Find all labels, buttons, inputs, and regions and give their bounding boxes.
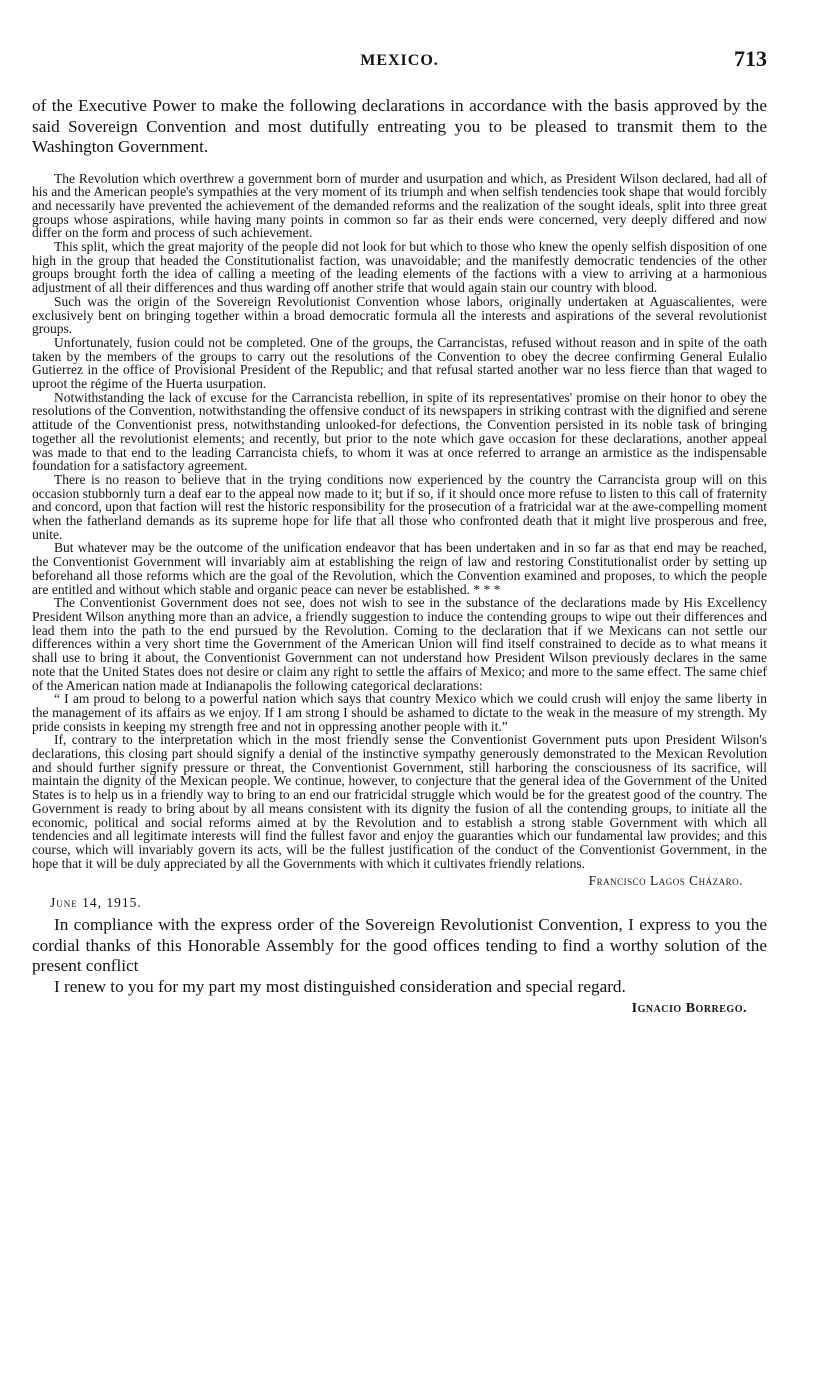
- letter-paragraph: Unfortunately, fusion could not be completed. One of the groups, the Carrancistas, refused without reason and in spite of the oath taken by the members of the groups to carry out the resolutions of the Convention to obey the decree confirming General Eulalio Gutierrez in the office of Provisional President of the Republic; and that refusal started another war no less fierce than that waged to uproot the régime of the Huerta usurpation.: [32, 334, 767, 392]
- letter-paragraph: This split, which the great majority of the people did not look for but which to those who knew the openly selfish disposition of one high in the group that headed the Constitutionalist faction, was unavoidable; and the manifestly democratic tendencies of the other groups brought forth the idea of calling a meeting of the leading elements of the factions with a view to arriving at a harmonious adjustment of all their differences and thus warding off another strife that would again stain our country with blood.: [32, 239, 767, 296]
- quotation-paragraph: “ I am proud to belong to a powerful nation which says that country Mexico which we could crush will enjoy the same liberty in the management of its affairs as we enjoy. If I am strong I should be ashamed to dictate to the weak in the measure of my strength. My pride consists in keeping my strength free and not in oppressing another people with it.”: [32, 691, 767, 734]
- letter-paragraph: Such was the origin of the Sovereign Revolutionist Convention whose labors, originally undertaken at Aguascalientes, were exclusively bent on bringing together within a broad democratic formula all the interests and aspirations of the several revolutionist groups.: [32, 293, 767, 337]
- page-number: 713: [734, 46, 767, 71]
- closing-paragraph: I renew to you for my part my most distinguished consideration and special regard.: [54, 976, 626, 996]
- letter-paragraph: The Revolution which overthrew a government born of murder and usurpation and which, as President Wilson declared, had all of his and the American people's sympathies at the very moment of its triumph and when selfish tendencies took shape that would forcibly and necessarily have prevented the achievement of the demanded reforms and the realization of the sought ideals, split into three great groups whose aspirations, while having many points in common so far as their ends were concerned, very deeply differed and now differ on the form and process of such achievement.: [32, 170, 767, 241]
- running-head: [32, 40, 767, 80]
- letter-paragraph: If, contrary to the interpretation which in the most friendly sense the Conventionist Government puts upon President Wilson's declarations, this closing part should signify a denial of the instinctive sympathy generously demonstrated to the Mexican Revolution and should further signify pressure or threat, the Conventionist Government, still harboring the consciousness of its sacrifice, will maintain the dignity of the Mexican people. We continue, however, to conjecture that the general idea of the Government of the United States is to help us in a friendly way to bring to an end our fratricidal struggle which would be for the greatest good of the country. The Government is ready to bring about by all means consistent with its dignity the fusion of all the contending groups, to initiate all the economic, political and social reforms aimed at by the Revolution and to establish a strong stable Government with which all tendencies and all legitimate interests will find the fullest favor and enjoy the guaranties which our fundamental law provides; and this course, which will invariably govern its acts, will be the fullest justification of the conduct of the Conventionist Government, in the hope that it will be duly appreciated by all the Governments with which it cultivates friendly relations.: [32, 732, 767, 871]
- lead-paragraph: of the Executive Power to make the following declarations in accordance with the basis approved by the said Sovereign Convention and most dutifully entreating you to be pleased to transmit them to the Washington Government.: [32, 96, 767, 156]
- signature-name: Francisco Lagos Cházaro.: [588, 873, 743, 889]
- signature-lagos-chazaro: [32, 873, 743, 889]
- document-page: [32, 40, 767, 1017]
- closing-paragraph: In compliance with the express order of the Sovereign Revolutionist Convention, I express to you the cordial thanks of this Honorable Assembly for the good offices tending to find a worthy solution of the present conflict: [32, 915, 767, 976]
- letter-date: June 14, 1915.: [50, 895, 142, 911]
- running-title: MEXICO.: [360, 52, 439, 69]
- letter-body: [32, 172, 767, 871]
- letter-paragraph: There is no reason to believe that in the trying conditions now experienced by the country the Carrancista group will on this occasion stubbornly turn a deaf ear to the appeal now made to it; but if so, if it should once more refuse to listen to this call of fraternity and concord, upon that faction will rest the historic responsibility for the prosecution of a fratricidal war at the awe-compelling moment when the fatherland demands as its supreme hope for life that all those who confronted death that it might live prosperous and free, unite.: [32, 471, 767, 542]
- letter-paragraph: The Conventionist Government does not see, does not wish to see in the substance of the declarations made by His Excellency President Wilson anything more than an advice, a friendly suggestion to induce the contending groups to wipe out their differences and lead them into the path to the end pursued by the Revolution. Coming to the declaration that if we Mexicans can not settle our differences within a very short time the Government of the American Union will find itself constrained to decide as to what means it shall use to bring it about, the Conventionist Government can not understand how President Wilson previously declares in the same note that the United States does not desire or claim any right to settle the affairs of Mexico; and more to the same effect. The same chief of the American nation made at Indianapolis the following categorical declarations:: [32, 595, 767, 693]
- closing-section: [32, 915, 767, 997]
- letter-paragraph: But whatever may be the outcome of the unification endeavor that has been undertaken and in so far as that end may be reached, the Conventionist Government will invariably aim at establishing the reign of law and restoring Constitutionalist order by setting up beforehand all those reforms which are the goal of the Revolution, which the Convention examined and proposes, to which the people are entitled and without which stable and organic peace can never be established. * * *: [32, 540, 767, 597]
- letter-paragraph: Notwithstanding the lack of excuse for the Carrancista rebellion, in spite of its representatives' promise on their honor to obey the resolutions of the Convention, notwithstanding the offensive conduct of its newspapers in striking contrast with the dignified and serene attitude of the Conventionist press, notwithstanding unlooked-for defections, the Convention persisted in its noble task of bringing together all the revolutionist elements; and recently, but prior to the note which gave occasion for these declarations, another appeal was made to that end to the leading Carrancista chiefs, to whom it was at once referred to arrange an armistice as the indispensable foundation for a satisfactory agreement.: [32, 389, 767, 474]
- signature-borrego: Ignacio Borrego.: [631, 1001, 747, 1017]
